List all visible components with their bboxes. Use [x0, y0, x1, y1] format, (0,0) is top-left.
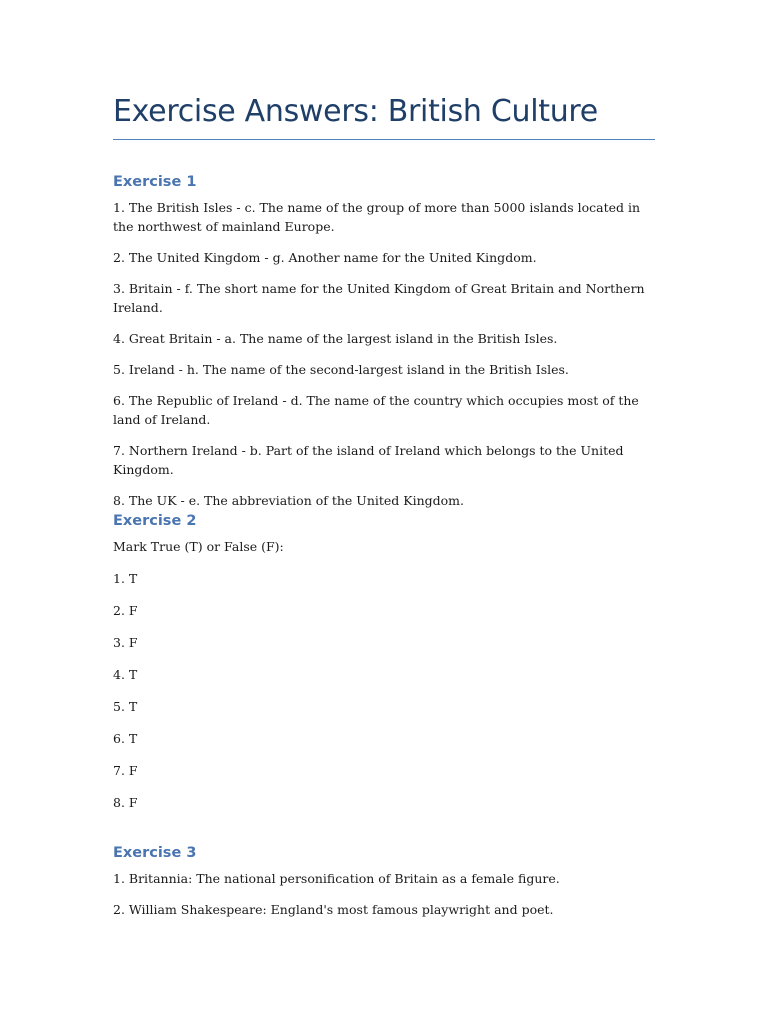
- exercise-1-answer: 1. The British Isles - c. The name of the group of more than 5000 islands located in the northwest of mainland Europe.: [113, 200, 641, 234]
- exercise-1-answer: 5. Ireland - h. The name of the second-largest island in the British Isles.: [113, 362, 569, 377]
- exercise-1-heading: Exercise 1: [113, 174, 197, 190]
- exercise-1-answer: 6. The Republic of Ireland - d. The name of the country which occupies most of the land of Ireland.: [113, 393, 639, 427]
- exercise-1-answer: 4. Great Britain - a. The name of the largest island in the British Isles.: [113, 331, 558, 346]
- exercise-1-answer: 8. The UK - e. The abbreviation of the United Kingdom.: [113, 493, 465, 508]
- exercise-2-answer: 4. T: [113, 667, 138, 682]
- exercise-2-instruction: Mark True (T) or False (F):: [113, 539, 284, 554]
- exercise-2-section: [113, 511, 655, 825]
- exercise-3-answer: 1. Britannia: The national personification of Britain as a female figure.: [113, 871, 560, 886]
- exercise-1-answer: 7. Northern Ireland - b. Part of the island of Ireland which belongs to the United Kingdom.: [113, 443, 624, 477]
- exercise-3-heading: Exercise 3: [113, 845, 197, 861]
- exercise-2-heading: Exercise 2: [113, 513, 197, 529]
- document-title: Exercise Answers: British Culture: [113, 94, 598, 129]
- exercise-2-answer: 8. F: [113, 795, 138, 810]
- exercise-1-answer: 3. Britain - f. The short name for the United Kingdom of Great Britain and Northern Ireland.: [113, 281, 645, 315]
- exercise-2-answer: 3. F: [113, 635, 138, 650]
- exercise-2-answer: 6. T: [113, 731, 138, 746]
- exercise-3-answer: 2. William Shakespeare: England's most famous playwright and poet.: [113, 902, 554, 917]
- title-divider: [113, 139, 655, 140]
- exercise-2-answer: 2. F: [113, 603, 138, 618]
- exercise-2-answer: 5. T: [113, 699, 138, 714]
- exercise-1-answer: 2. The United Kingdom - g. Another name for the United Kingdom.: [113, 250, 537, 265]
- exercise-1-section: [113, 172, 655, 522]
- exercise-2-answer: 1. T: [113, 571, 138, 586]
- exercise-2-answer: 7. F: [113, 763, 138, 778]
- exercise-3-section: [113, 843, 655, 931]
